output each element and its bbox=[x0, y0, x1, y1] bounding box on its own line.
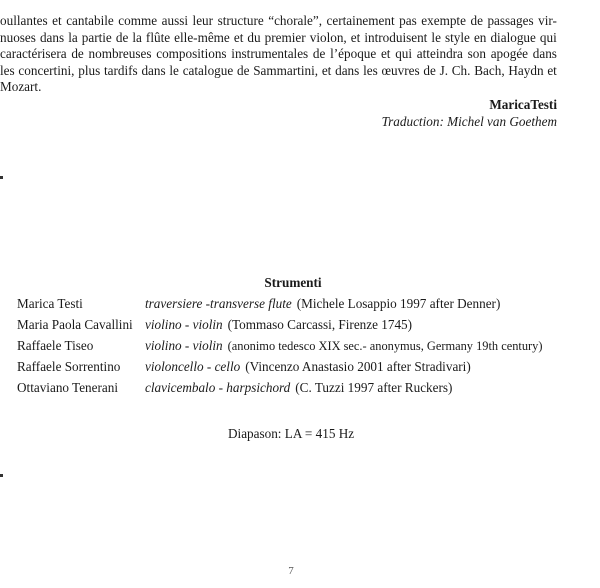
section-heading bbox=[0, 275, 600, 291]
translation-credit: Traduction: Michel van Goethem bbox=[381, 114, 557, 129]
paragraph-line: nuoses dans la partie de la flûte elle-même et du premier violon, et introduisent le style en dialogue qui bbox=[0, 29, 557, 45]
performer-instrument: violoncello - cello bbox=[145, 359, 241, 374]
signature-block bbox=[382, 96, 557, 130]
performer-instrument: traversiere -transverse flute bbox=[145, 296, 292, 311]
edge-mark bbox=[0, 474, 3, 477]
performer-name: Ottaviano Tenerani bbox=[17, 380, 118, 395]
instrument-detail: (anonimo tedesco XIX sec.- anonymus, Germany 19th century) bbox=[227, 339, 543, 353]
heading-text: Strumenti bbox=[264, 275, 322, 290]
paragraph-line: Mozart. bbox=[0, 79, 42, 94]
instrument-detail: (Michele Losappio 1997 after Denner) bbox=[296, 296, 501, 311]
performer-instrument: violino - violin bbox=[145, 317, 223, 332]
body-paragraph bbox=[0, 13, 557, 96]
paragraph-line: oullantes et cantabile comme aussi leur structure “chorale”, certainement pas exempte de passages vir- bbox=[0, 13, 557, 28]
diapason-note: Diapason: LA = 415 Hz bbox=[228, 426, 355, 441]
instrument-detail: (Tommaso Carcassi, Firenze 1745) bbox=[227, 317, 413, 332]
instrument-detail: (Vincenzo Anastasio 2001 after Stradivari) bbox=[245, 359, 471, 374]
paragraph-line: les concertini, plus tardifs dans le catalogue de Sammartini, et dans les œuvres de J. Ch. Bach, Haydn et bbox=[0, 62, 557, 78]
performer-name: Raffaele Tiseo bbox=[17, 338, 94, 353]
paragraph-line: caractérisera de nombreuses compositions instrumentales de l’époque et qui atteindra son apogée dans bbox=[0, 46, 557, 61]
instrument-detail: (C. Tuzzi 1997 after Ruckers) bbox=[295, 380, 453, 395]
author-name: MaricaTesti bbox=[489, 97, 557, 112]
performer-row bbox=[17, 380, 543, 401]
performer-row bbox=[17, 338, 543, 359]
performer-name: Raffaele Sorrentino bbox=[17, 359, 121, 374]
page-number bbox=[0, 565, 600, 577]
performer-name: Maria Paola Cavallini bbox=[17, 317, 133, 332]
performer-name: Marica Testi bbox=[17, 296, 83, 311]
performer-row bbox=[17, 317, 543, 338]
performer-list bbox=[17, 296, 543, 401]
page-number-text: 7 bbox=[288, 565, 294, 577]
performer-row bbox=[17, 359, 543, 380]
performer-row bbox=[17, 296, 543, 317]
edge-mark bbox=[0, 176, 3, 179]
performer-instrument: violino - violin bbox=[145, 338, 223, 353]
performer-instrument: clavicembalo - harpsichord bbox=[145, 380, 291, 395]
